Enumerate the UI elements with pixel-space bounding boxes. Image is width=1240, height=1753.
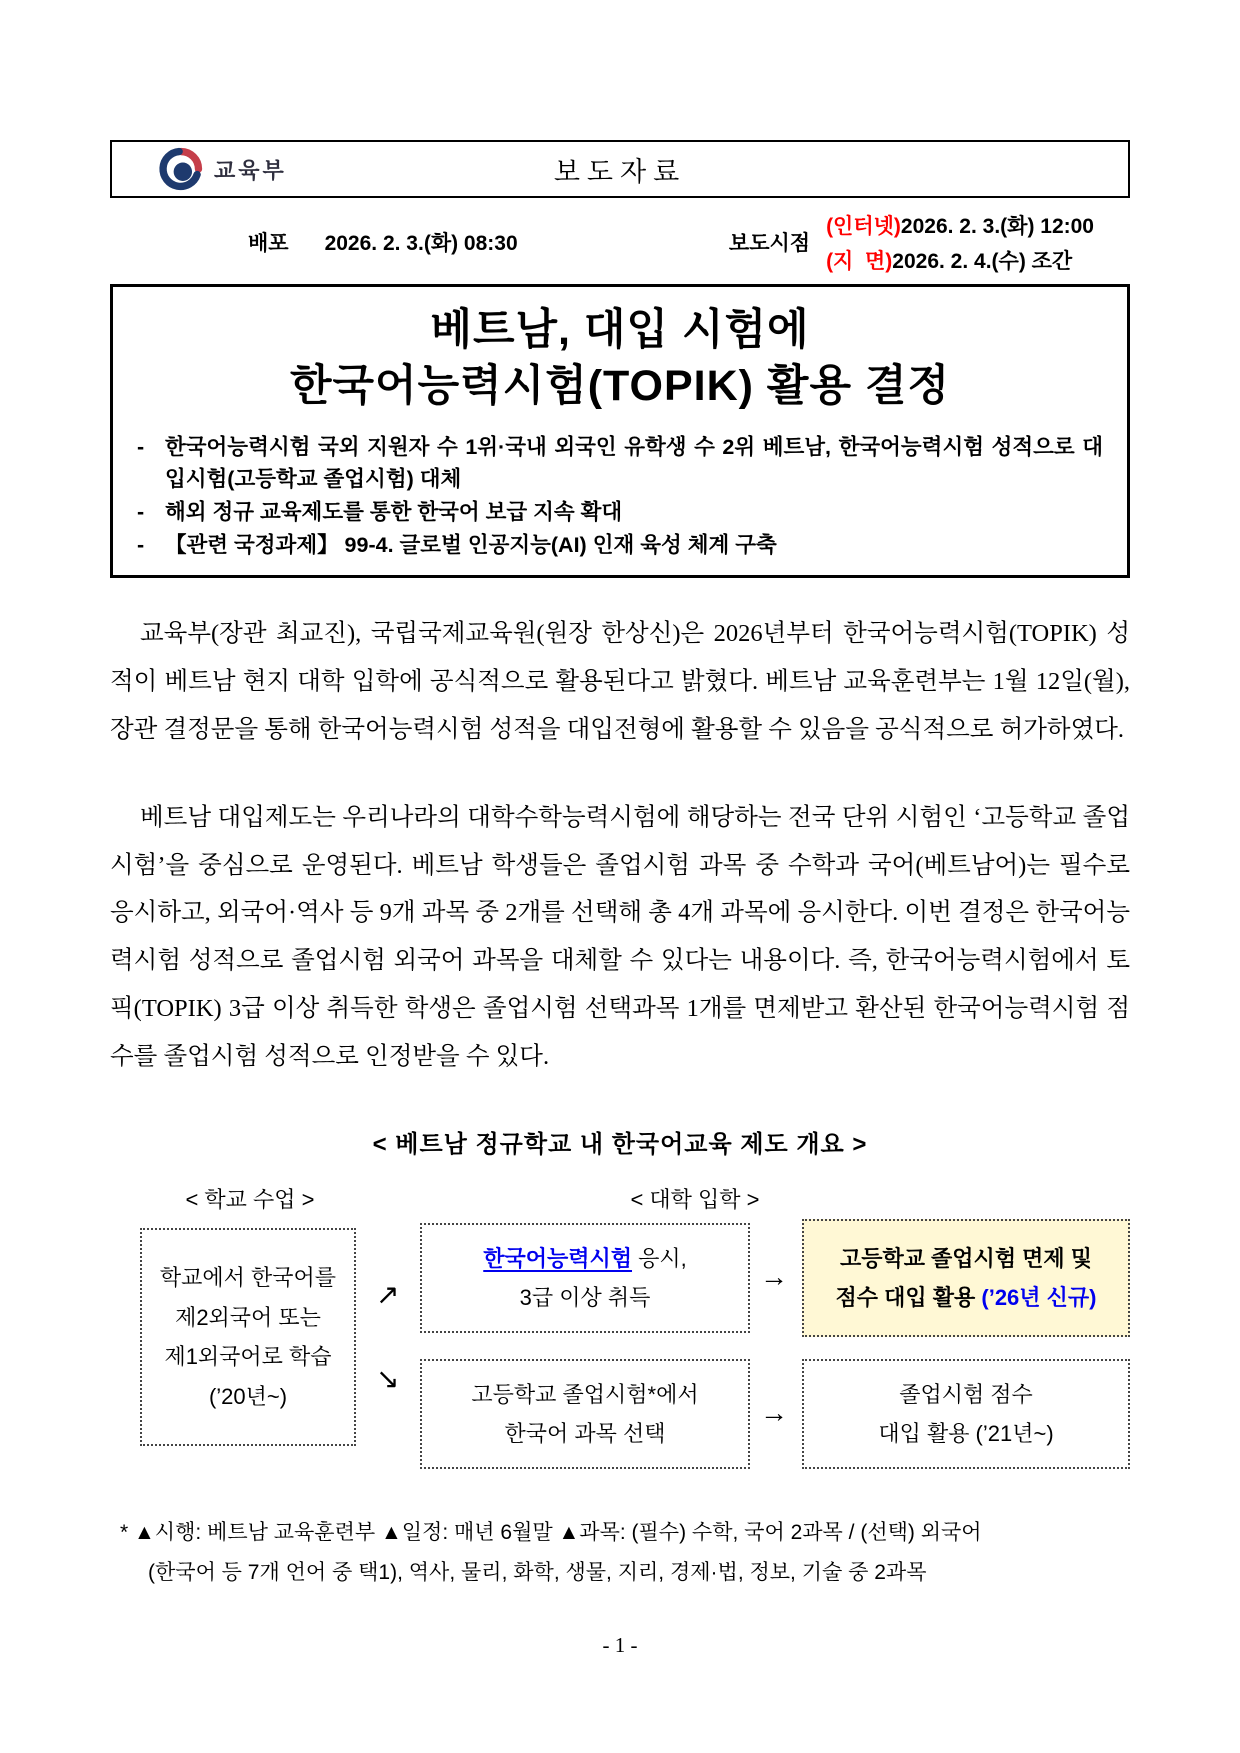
headline-box — [110, 284, 1130, 578]
embargo-label: 보도시점 — [728, 232, 811, 255]
release-label: 배포 — [248, 232, 289, 255]
diagram-label-university: < 대학 입학 > — [630, 1187, 760, 1213]
body-paragraph-2: 베트남 대입제도는 우리나라의 대학수학능력시험에 해당하는 전국 단위 시험인 ‘고등학교 졸업시험’을 중심으로 운영된다. 베트남 학생들은 졸업시험 과목 중 수학과 국어(베트남어)는 필수로 응시하고, 외국어·역사 등 9개 과목 중 2개를 선택해 총 4개 과목에 응시한다. 이번 결정은 한국어능력시험 성적으로 졸업시험 외국어 과목을 대체할 수 있다는 내용이다. 즉, 한국어능력시험에서 토픽(TOPIK) 3급 이상 취득한 학생은 졸업시험 선택과목 1개를 면제받고 환산된 한국어능력시험 점수를 졸업시험 성적으로 인정받을 수 있다. — [110, 803, 1130, 1070]
embargo-print-tag: (지 면) — [826, 249, 893, 273]
footnote — [110, 1513, 1130, 1593]
footnote-line2: (한국어 등 7개 언어 중 택1), 역사, 물리, 화학, 생물, 지리, 경제·법, 정보, 기술 중 2과목 — [148, 1561, 927, 1585]
bullet-dash: - — [137, 532, 145, 557]
diagram-title: < 베트남 정규학교 내 한국어교육 제도 개요 > — [372, 1131, 868, 1159]
diagram-box-exemption: 고등학교 졸업시험 면제 및 점수 대입 활용 (’26년 신규) — [802, 1219, 1130, 1337]
topik-link[interactable]: 한국어능력시험 — [483, 1245, 633, 1271]
doc-type-title: 보도자료 — [553, 156, 687, 187]
headline-line1: 베트남, 대입 시험에 — [430, 306, 810, 354]
release-datetime: 2026. 2. 3.(화) 08:30 — [324, 232, 518, 255]
arrow-right-icon: → — [760, 1397, 788, 1429]
diagram-box-topik: 한국어능력시험 응시, 3급 이상 취득 — [420, 1223, 750, 1333]
headline-bullet: - 한국어능력시험 국외 지원자 수 1위·국내 외국인 유학생 수 2위 베트남, 한국어능력시험 성적으로 대입시험(고등학교 졸업시험) 대체 — [137, 431, 1103, 496]
header-box — [110, 140, 1130, 198]
footnote-line1: * ▲시행: 베트남 교육훈련부 ▲일정: 매년 6월말 ▲과목: (필수) 수학, 국어 2과목 / (선택) 외국어 — [120, 1521, 982, 1545]
agency-name: 교육부 — [214, 157, 287, 183]
headline-bullet: - 해외 정규 교육제도를 통한 한국어 보급 지속 확대 — [137, 496, 1103, 529]
arrow-right-icon: → — [760, 1261, 788, 1293]
embargo-group — [729, 210, 1130, 275]
bullet-dash: - — [137, 434, 145, 459]
embargo-internet-datetime: 2026. 2. 3.(화) 12:00 — [900, 214, 1094, 238]
headline — [137, 303, 1103, 415]
body-paragraph-1: 교육부(장관 최교진), 국립국제교육원(원장 한상신)은 2026년부터 한국어능력시험(TOPIK) 성적이 베트남 현지 대학 입학에 공식적으로 활용된다고 밝혔다. 베트남 교육훈련부는 1월 12일(월), 장관 결정문을 통해 한국어능력시험 성적을 대입전형에 활용할 수 있음을 공식적으로 허가하였다. — [110, 620, 1130, 743]
embargo-internet-line — [826, 210, 1094, 240]
headline-bullet: - 【관련 국정과제】 99-4. 글로벌 인공지능(AI) 인재 육성 체계 구축 — [137, 529, 1103, 562]
diagram-box-grad-exam-korean: 고등학교 졸업시험*에서 한국어 과목 선택 — [420, 1359, 750, 1469]
embargo-lines — [826, 210, 1094, 275]
diagram-box-school-learning: 학교에서 한국어를 제2외국어 또는 제1외국어로 학습 (’20년~) — [140, 1228, 356, 1446]
page-number: - 1 - — [602, 1633, 638, 1658]
embargo-print-line — [826, 245, 1094, 275]
arrow-northeast-icon: ↗ — [376, 1279, 400, 1311]
headline-bullets — [137, 431, 1103, 562]
bullet-dash: - — [137, 500, 145, 525]
arrow-southeast-icon: ↘ — [376, 1363, 400, 1395]
diagram-label-school: < 학교 수업 > — [185, 1187, 315, 1213]
embargo-internet-tag: (인터넷) — [826, 214, 901, 238]
release-group — [248, 227, 518, 257]
diagram-box-grad-score: 졸업시험 점수 대입 활용 (’21년~) — [802, 1359, 1130, 1469]
new-badge-text: (’26년 신규) — [981, 1285, 1097, 1311]
ministry-logo — [158, 142, 287, 196]
embargo-print-datetime: 2026. 2. 4.(수) 조간 — [892, 249, 1073, 273]
taegeuk-logo-icon — [158, 146, 204, 192]
korean-education-diagram — [110, 1183, 1130, 1483]
headline-line2: 한국어능력시험(TOPIK) 활용 결정 — [289, 361, 951, 410]
release-info-row — [110, 206, 1130, 278]
